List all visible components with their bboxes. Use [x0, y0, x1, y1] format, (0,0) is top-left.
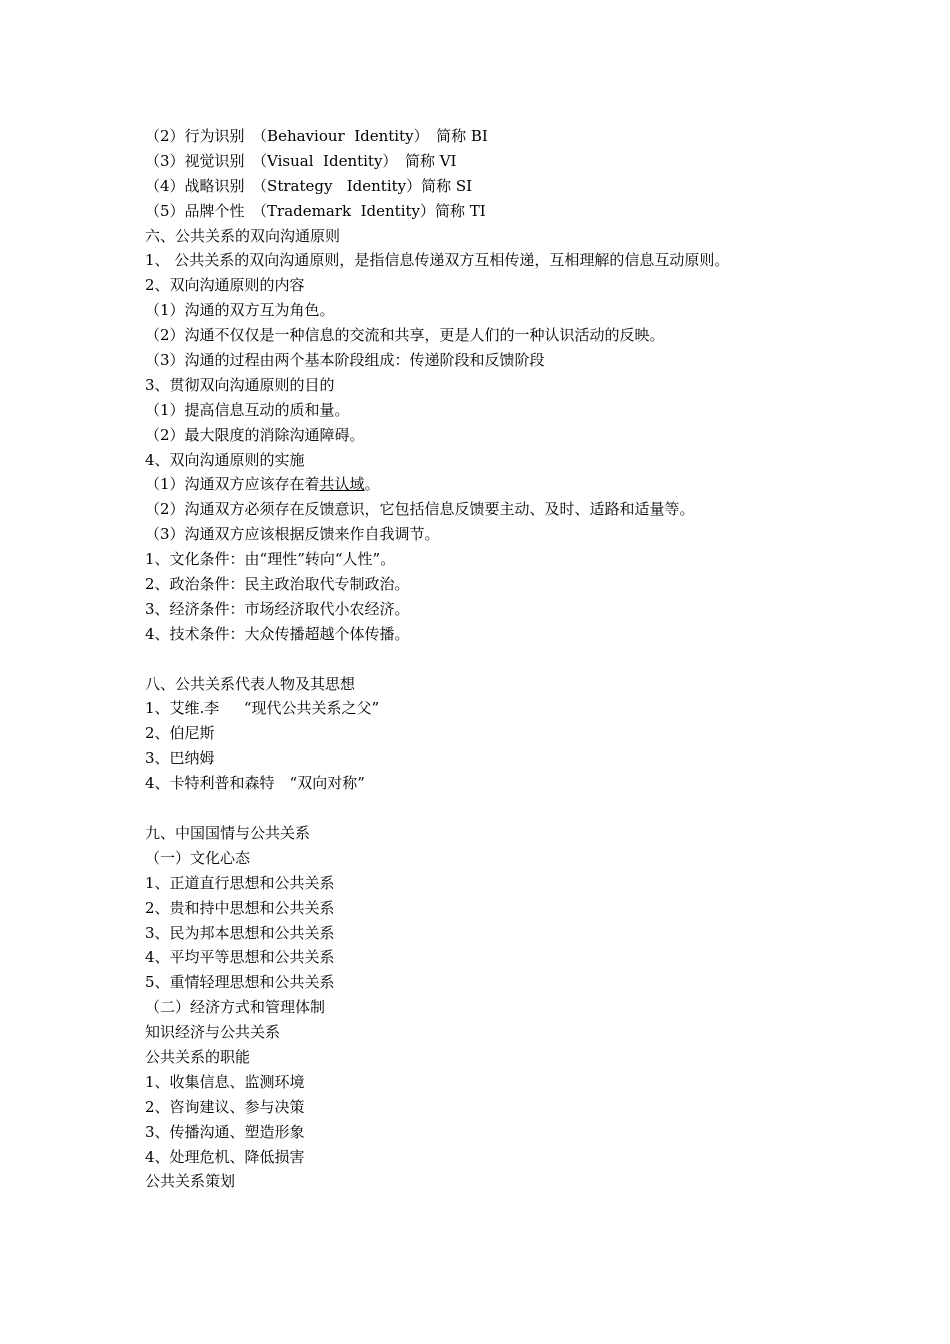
subsection-heading: 3、贯彻双向沟通原则的目的	[145, 375, 335, 394]
text-line: （3）视觉识别 （Visual Identity） 简称 VI	[145, 151, 457, 170]
text-line: 知识经济与公共关系	[145, 1023, 281, 1042]
text-line: （2）最大限度的消除沟通障碍。	[145, 425, 365, 444]
text-line: （5）品牌个性 （Trademark Identity）简称 TI	[145, 201, 486, 220]
text-line: 1、文化条件：由“理性”转向“人性”。	[145, 550, 396, 569]
text-line: 5、重情轻理思想和公共关系	[145, 973, 335, 992]
text-line: 3、民为邦本思想和公共关系	[145, 923, 335, 942]
text-segment: 。	[364, 475, 380, 494]
text-line: 3、传播沟通、塑造形象	[145, 1122, 305, 1141]
document-body	[145, 124, 865, 1194]
text-line: （2）行为识别 （Behaviour Identity） 简称 BI	[145, 127, 488, 145]
text-line: （1）提高信息互动的质和量。	[145, 400, 350, 419]
text-line: （2）沟通双方必须存在反馈意识，它包括信息反馈要主动、及时、适路和适量等。	[145, 500, 695, 519]
text-line: 2、伯尼斯	[145, 724, 215, 743]
text-line: 4、技术条件：大众传播超越个体传播。	[145, 624, 410, 643]
underlined-term: 共认域	[319, 475, 365, 494]
text-line: 公共关系的职能	[145, 1047, 251, 1066]
text-line: （3）沟通双方应该根据反馈来作自我调节。	[145, 525, 440, 544]
blank-line	[145, 647, 865, 672]
section-heading: 八、公共关系代表人物及其思想	[145, 674, 356, 693]
subsection-heading: 4、双向沟通原则的实施	[145, 450, 305, 469]
text-line: （4）战略识别 （Strategy Identity）简称 SI	[145, 176, 473, 195]
section-heading: 九、中国国情与公共关系	[145, 823, 311, 842]
text-line: 1、正道直行思想和公共关系	[145, 873, 335, 892]
text-line-with-underline	[145, 472, 865, 497]
blank-line	[145, 796, 865, 821]
text-line: 1、 公共关系的双向沟通原则，是指信息传递双方互相传递，互相理解的信息互动原则。	[145, 251, 730, 270]
text-line: 1、艾维.李 “现代公共关系之父”	[145, 699, 380, 718]
text-line: （1）沟通的双方互为角色。	[145, 301, 335, 320]
subsection-heading: （一）文化心态	[145, 848, 251, 867]
text-line: 2、咨询建议、参与决策	[145, 1097, 305, 1116]
text-segment: （1）沟通双方应该存在着	[145, 475, 320, 494]
text-line: 公共关系策划	[145, 1172, 236, 1191]
text-line: （3）沟通的过程由两个基本阶段组成：传递阶段和反馈阶段	[145, 351, 545, 370]
text-line: 3、经济条件：市场经济取代小农经济。	[145, 599, 410, 618]
text-line: 4、平均平等思想和公共关系	[145, 948, 335, 967]
subsection-heading: 2、双向沟通原则的内容	[145, 276, 305, 295]
text-line: 2、政治条件：民主政治取代专制政治。	[145, 575, 410, 594]
text-line: 2、贵和持中思想和公共关系	[145, 898, 335, 917]
text-line: 3、巴纳姆	[145, 749, 215, 768]
text-line: 4、处理危机、降低损害	[145, 1147, 305, 1166]
section-heading: 六、公共关系的双向沟通原则	[145, 226, 341, 245]
text-line: 1、收集信息、监测环境	[145, 1072, 305, 1091]
text-line: （2）沟通不仅仅是一种信息的交流和共享，更是人们的一种认识活动的反映。	[145, 326, 665, 345]
text-line: 4、卡特利普和森特 “双向对称”	[145, 774, 365, 793]
subsection-heading: （二）经济方式和管理体制	[145, 998, 326, 1017]
